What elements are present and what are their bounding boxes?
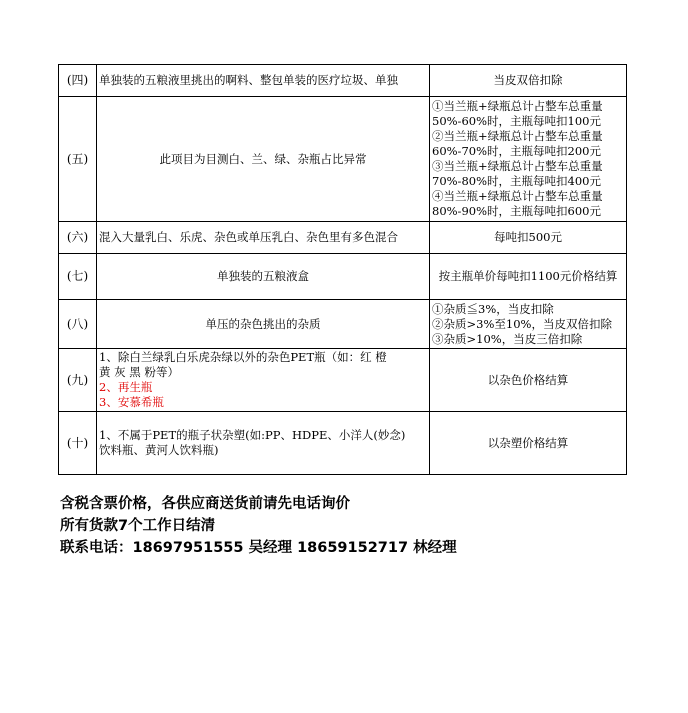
row-description (97, 412, 430, 475)
rule-line: ①杂质≦3%，当皮扣除 (432, 301, 554, 316)
description-text: 单独装的五粮液盒 (217, 269, 309, 283)
row-number: (九) (59, 349, 97, 412)
rule-text: 以杂塑价格结算 (487, 435, 569, 450)
description-line: 饮料瓶、黄河人饮料瓶) (99, 443, 219, 457)
description-text: 此项目为目测白、兰、绿、杂瓶占比异常 (159, 151, 367, 166)
row-description (97, 300, 430, 349)
row-description (97, 254, 430, 300)
table-row (59, 412, 627, 475)
table-row (59, 97, 627, 222)
rule-line: ②杂质>3%至10%，当皮双倍扣除 (432, 316, 612, 331)
description-line: 1、除白兰绿乳白乐虎杂绿以外的杂色PET瓶（如：红 橙 (99, 350, 387, 364)
row-description (97, 222, 430, 254)
row-rule (430, 222, 627, 254)
rule-line: 50%-60%时，主瓶每吨扣100元 (432, 114, 601, 128)
row-number: (八) (59, 300, 97, 349)
row-number: (七) (59, 254, 97, 300)
description-text: 单压的杂色挑出的杂质 (205, 316, 321, 331)
footer-notes (60, 493, 457, 559)
row-number: (六) (59, 222, 97, 254)
rule-line: ③杂质>10%，当皮三倍扣除 (432, 331, 583, 346)
table-row (59, 65, 627, 97)
rule-line: ④当兰瓶+绿瓶总计占整车总重量 (432, 189, 603, 203)
rule-line: ③当兰瓶+绿瓶总计占整车总重量 (432, 159, 603, 173)
description-line: 1、不属于PET的瓶子状杂塑(如:PP、HDPE、小洋人(妙念) (99, 428, 406, 442)
rule-text: 当皮双倍扣除 (493, 73, 563, 87)
row-rule (430, 65, 627, 97)
row-number: (四) (59, 65, 97, 97)
description-line-highlight: 2、再生瓶 (99, 380, 153, 394)
rule-line: 80%-90%时，主瓶每吨扣600元 (432, 204, 601, 218)
description-text: 混入大量乳白、乐虎、杂色或单压乳白、杂色里有多色混合 (99, 230, 398, 244)
row-description (97, 97, 430, 222)
row-rule (430, 349, 627, 412)
rule-text: 每吨扣500元 (494, 230, 562, 244)
description-text: 单独装的五粮液里挑出的啊料、整包单装的医疗垃圾、单独 (99, 73, 398, 87)
row-description (97, 65, 430, 97)
row-number: (十) (59, 412, 97, 475)
rule-line: 60%-70%时，主瓶每吨扣200元 (432, 144, 601, 158)
payment-note: 所有货款7个工作日结清 (60, 518, 216, 534)
description-line-highlight: 3、安慕希瓶 (99, 395, 164, 409)
row-number: (五) (59, 97, 97, 222)
row-rule (430, 254, 627, 300)
row-rule (430, 97, 627, 222)
rule-line: ①当兰瓶+绿瓶总计占整车总重量 (432, 99, 603, 113)
description-line: 黄 灰 黑 粉等） (99, 365, 179, 379)
table-row (59, 349, 627, 412)
rule-line: ②当兰瓶+绿瓶总计占整车总重量 (432, 129, 603, 143)
table-row (59, 222, 627, 254)
deduction-rules-table (58, 64, 627, 475)
table-row (59, 300, 627, 349)
row-rule (430, 412, 627, 475)
rule-text: 以杂色价格结算 (487, 372, 569, 387)
row-description (97, 349, 430, 412)
contact-info: 联系电话：18697951555 吴经理 18659152717 林经理 (60, 540, 457, 556)
table-row (59, 254, 627, 300)
row-rule (430, 300, 627, 349)
tax-note: 含税含票价格，各供应商送货前请先电话询价 (60, 496, 350, 512)
rule-text: 按主瓶单价每吨扣1100元价格结算 (438, 269, 618, 283)
rule-line: 70%-80%时，主瓶每吨扣400元 (432, 174, 601, 188)
